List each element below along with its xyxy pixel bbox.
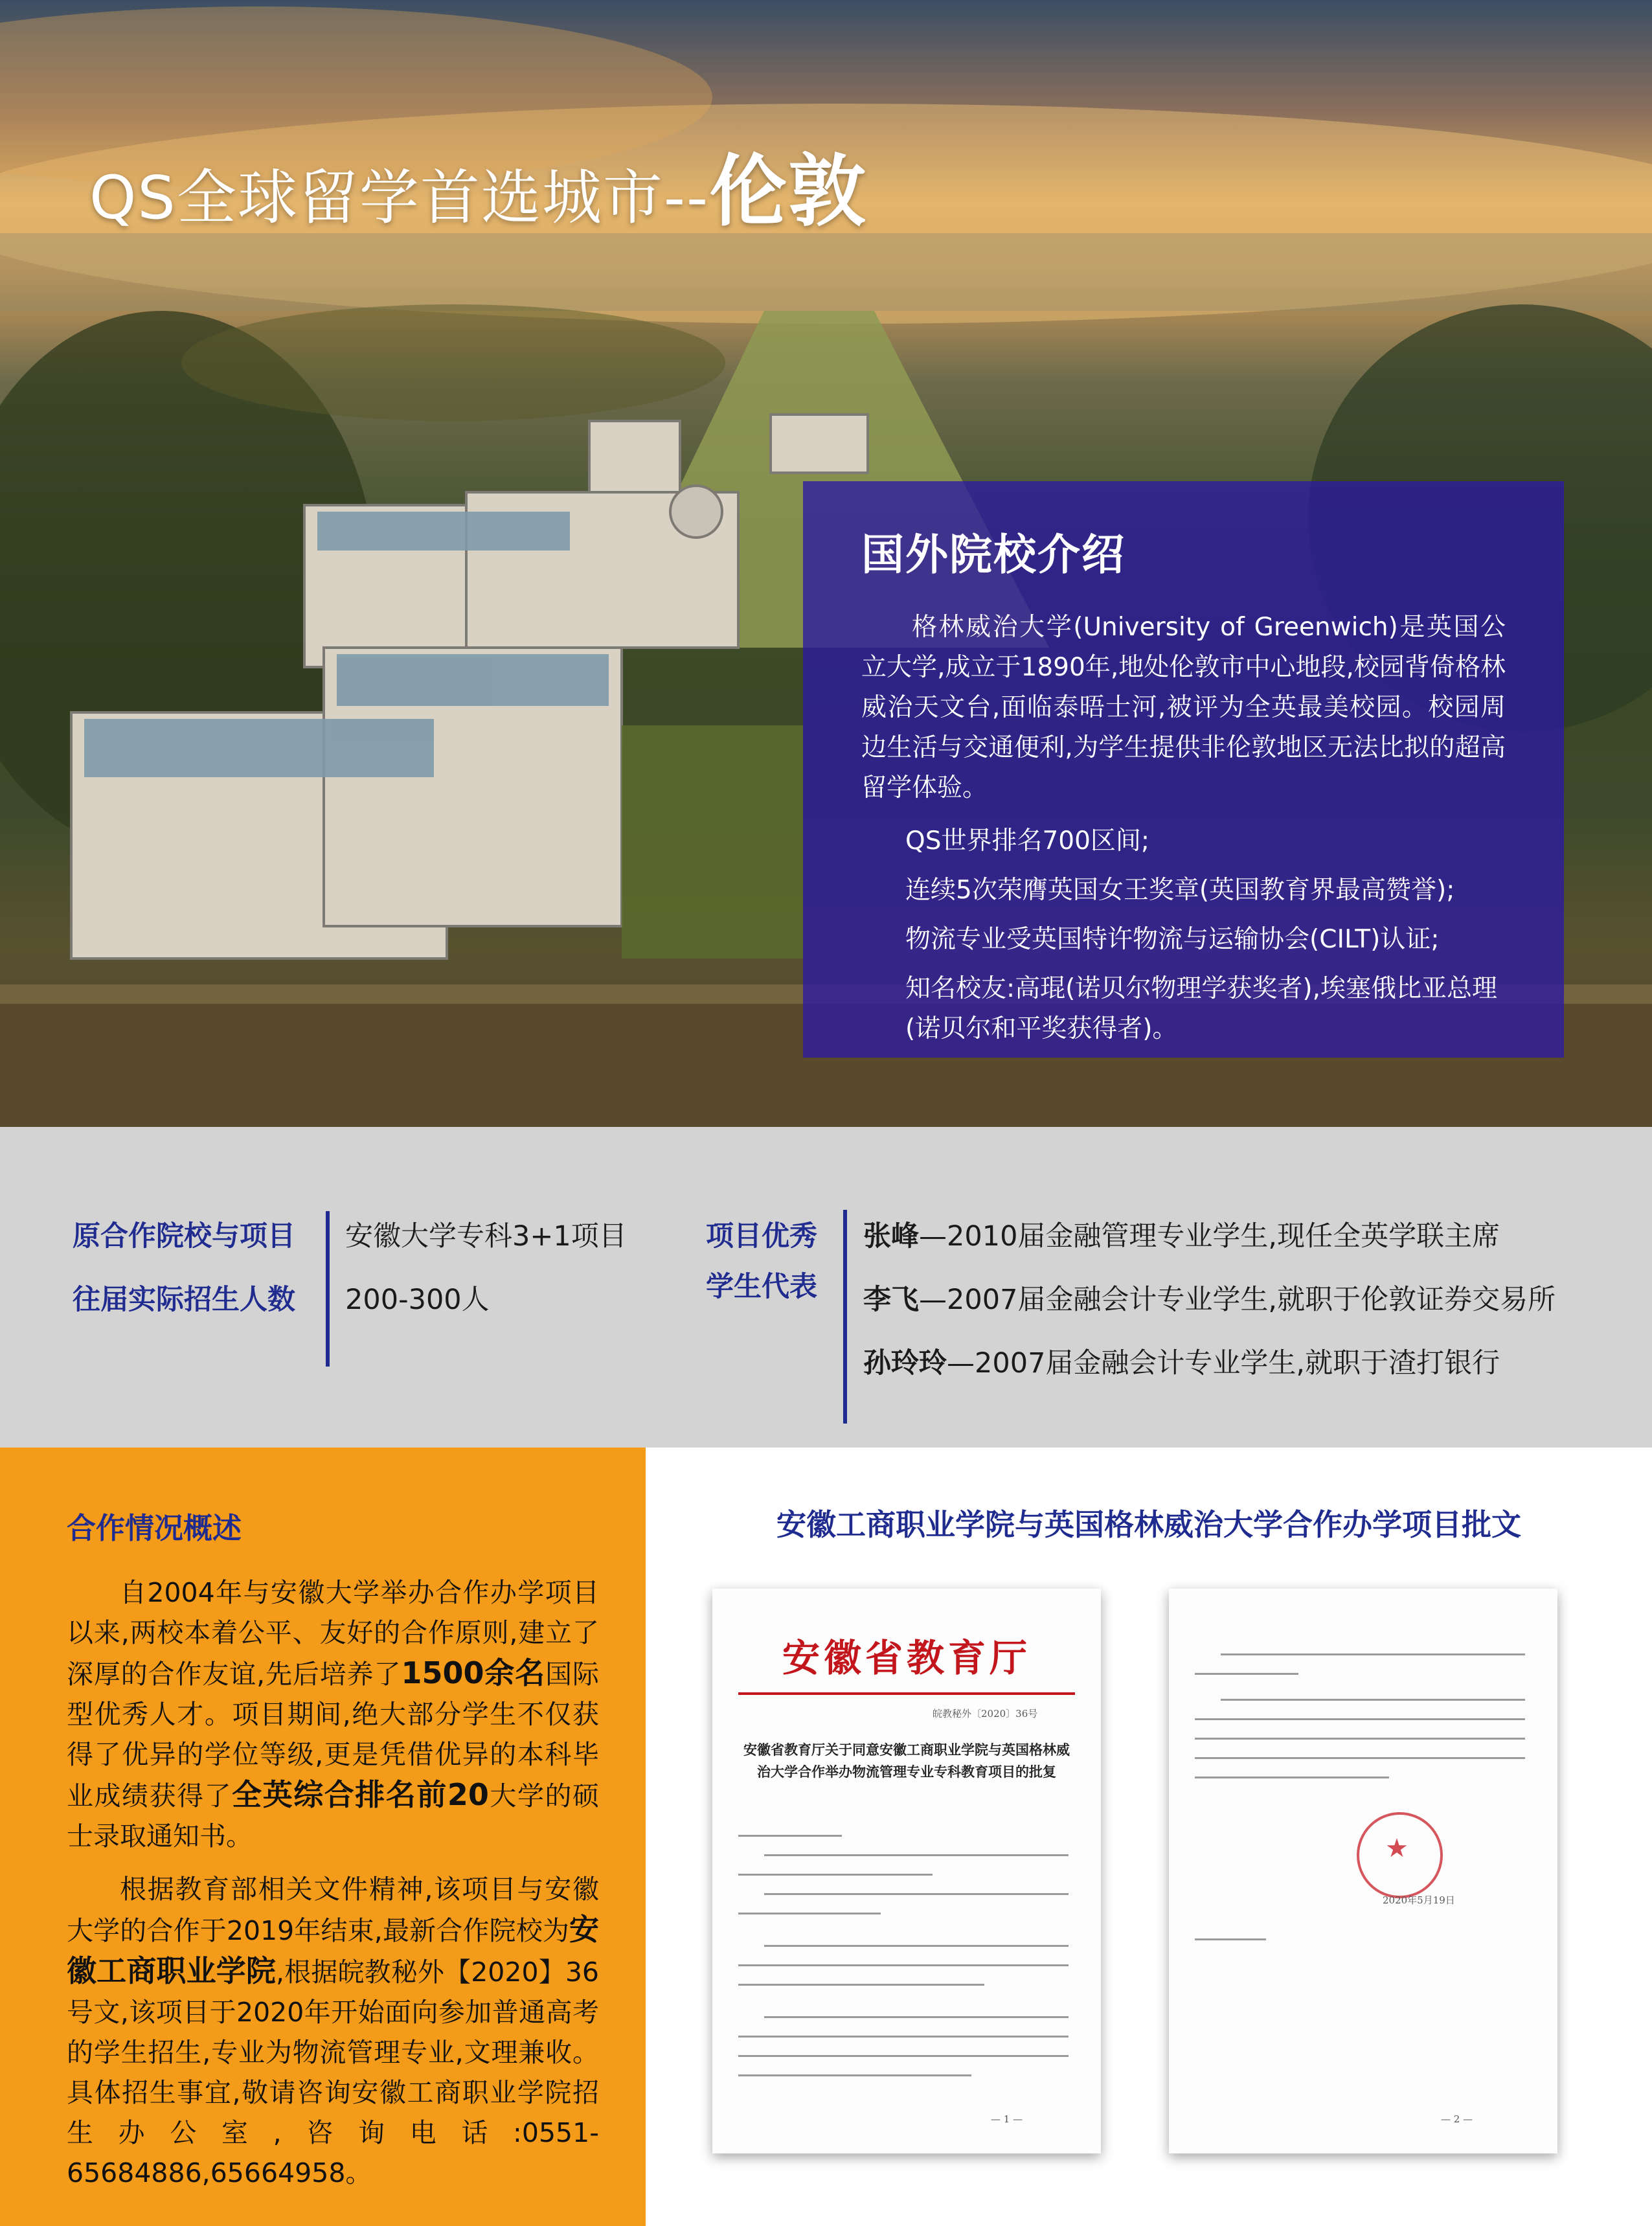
text-line <box>738 1984 984 1986</box>
text-line <box>738 1913 881 1914</box>
text-line <box>738 2036 1069 2038</box>
cooperation-paragraph-2: 根据教育部相关文件精神,该项目与安徽大学的合作于2019年结束,最新合作院校为安徽工商职业学院,根据皖教秘外【2020】36号文,该项目于2020年开始面向参加普通高考的学生招生,专业为物流管理专业,文理兼收。具体招生事宜,敬请咨询安徽工商职业学院招生办公室,咨询电话:0551-65684886,65664958。 <box>67 1874 600 2188</box>
divider <box>326 1211 330 1367</box>
text-line <box>1195 1777 1389 1778</box>
alumni-desc: —2007届金融会计专业学生,就职于伦敦证券交易所 <box>919 1284 1556 1316</box>
highlight-text: 全英综合排名前20 <box>232 1777 489 1812</box>
alumni-name: 孙玲玲 <box>863 1347 947 1380</box>
enrollment-value: 200-300人 <box>345 1284 490 1316</box>
text-line <box>764 1893 1069 1895</box>
alumni-desc: —2007届金融会计专业学生,就职于渣打银行 <box>947 1347 1500 1380</box>
list-item: QS世界排名700区间; <box>905 826 1150 856</box>
alumni-item <box>863 1214 1500 1254</box>
alumni-desc: —2010届金融管理专业学生,现任全英学联主席 <box>919 1220 1500 1253</box>
partner-label: 原合作院校与项目 <box>73 1220 295 1253</box>
intro-points-list <box>861 821 1506 1049</box>
alumni-item <box>863 1278 1556 1317</box>
intro-paragraph: 格林威治大学(University of Greenwich)是英国公立大学,成立于1890年,地处伦敦市中心地段,校园背倚格林威治天文台,面临泰晤士河,被评为全英最美校园。校园周边生活与交通便利,为学生提供非伦敦地区无法比拟的超高留学体验。 <box>861 613 1506 802</box>
text-line <box>764 1945 1069 1947</box>
document-date: 2020年5月19日 <box>1383 1894 1455 1906</box>
text-line <box>1195 1738 1525 1740</box>
list-item: 物流专业受英国特许物流与运输协会(CILT)认证; <box>905 925 1440 954</box>
divider <box>738 1692 1075 1695</box>
seal-star-icon: ★ <box>1385 1834 1409 1863</box>
document-header: 安徽省教育厅 <box>782 1636 1031 1680</box>
text-line <box>738 1964 1069 1966</box>
hero-title-city: 伦敦 <box>709 147 868 237</box>
highlight-text: 1500余名 <box>401 1655 546 1690</box>
alumni-label-line1: 项目优秀 <box>706 1220 817 1253</box>
approval-title: 安徽工商职业学院与英国格林威治大学合作办学项目批文 <box>776 1507 1521 1542</box>
text-line <box>1195 1757 1525 1759</box>
text-line <box>764 2016 1069 2018</box>
hero-title <box>89 130 867 241</box>
text-line <box>738 1874 933 1876</box>
divider <box>843 1210 847 1424</box>
university-intro-panel <box>803 481 1564 1058</box>
highlight-text: 安徽工商职业学院 <box>67 1912 599 1988</box>
text-line <box>1195 1718 1525 1720</box>
list-item: 知名校友:高琨(诺贝尔物理学获奖者),埃塞俄比亚总理(诺贝尔和平奖获得者)。 <box>905 974 1497 1043</box>
page-number: — 1 — <box>991 2113 1023 2125</box>
enrollment-label: 往届实际招生人数 <box>73 1284 295 1316</box>
approval-document-page-1 <box>712 1589 1101 2153</box>
document-number: 皖教秘外〔2020〕36号 <box>933 1708 1038 1720</box>
text-line <box>1195 1673 1298 1675</box>
approval-document-section <box>646 1448 1652 2226</box>
cooperation-heading: 合作情况概述 <box>67 1511 242 1545</box>
partner-value: 安徽大学专科3+1项目 <box>345 1220 627 1253</box>
list-item: 连续5次荣膺英国女王奖章(英国教育界最高赞誉); <box>905 876 1455 905</box>
cooperation-paragraph-1: 自2004年与安徽大学举办合作办学项目以来,两校本着公平、友好的合作原则,建立了深厚的合作友谊,先后培养了1500余名国际型优秀人才。项目期间,绝大部分学生不仅获得了优异的学位等级,更是凭借优异的本科毕业成绩获得了全英综合排名前20大学的硕士录取通知书。 <box>67 1577 600 1852</box>
text-line <box>764 1854 1069 1856</box>
alumni-item <box>863 1341 1500 1381</box>
intro-heading: 国外院校介绍 <box>861 530 1126 580</box>
approval-document-page-2 <box>1169 1589 1557 2153</box>
hero-title-prefix: QS全球留学首选城市-- <box>89 163 710 233</box>
text-line <box>1221 1699 1525 1701</box>
alumni-label-line2: 学生代表 <box>706 1271 817 1303</box>
alumni-name: 张峰 <box>863 1220 919 1253</box>
text-line <box>738 2074 971 2076</box>
page-number: — 2 — <box>1441 2113 1473 2125</box>
cooperation-overview <box>0 1448 646 2226</box>
text-line <box>738 1835 842 1837</box>
text-line <box>1195 1938 1266 1940</box>
document-title: 安徽省教育厅关于同意安徽工商职业学院与英国格林威治大学合作举办物流管理专业专科教育项目的批复 <box>743 1742 1070 1780</box>
text-line <box>738 2055 1069 2057</box>
text-line <box>1221 1653 1525 1655</box>
alumni-name: 李飞 <box>863 1284 919 1316</box>
project-stats-band <box>0 1127 1652 1448</box>
